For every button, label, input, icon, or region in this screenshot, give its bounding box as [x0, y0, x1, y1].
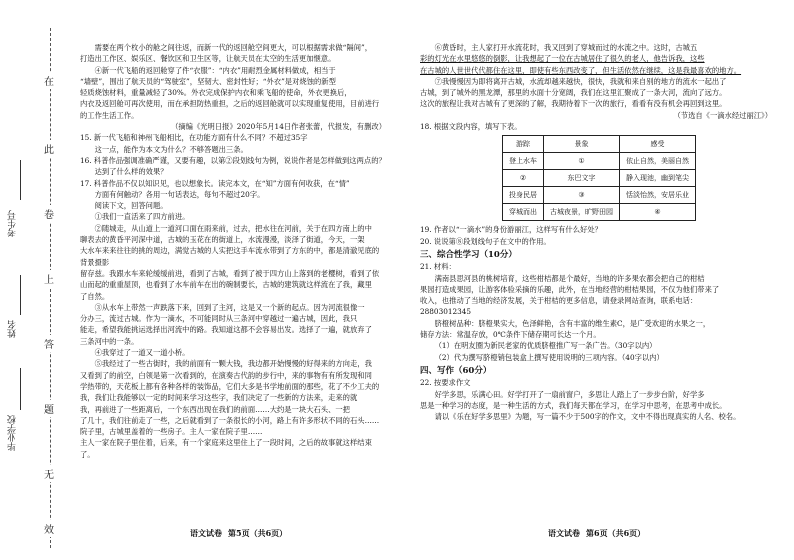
- table-header-cell: 感受: [620, 136, 696, 153]
- task-1: （1）在明友圈为新民老家的优质脐橙推广写一条广告。（30字以内）: [434, 341, 657, 351]
- footer-left: [190, 528, 293, 539]
- margin-char: 此: [44, 140, 54, 157]
- para: 打造出工作区、娱乐区、餐饮区和卫生区等，让航天员在太空的生活更加惬意。: [80, 54, 336, 64]
- passage-line: 了几十，我们往前走了一些，之后就看到了一条很长的小河，路上有许多形状不同的石头……: [80, 415, 380, 425]
- question-20: 20. 说说第⑧段划线句子在文中的作用。: [420, 236, 551, 246]
- passage-line: ⑦我慢慢因为即将离开古城，水流却越来越快，很快，我就和来自别的地方的流水一起出了: [434, 76, 727, 86]
- para: “墙壁”，围出了航天员的“驾驶室”，坚韧大、密封性好；“外衣”是对烧蚀的新型: [80, 76, 336, 86]
- passage-line: ④我穿过了一道又一道小桥。: [94, 348, 190, 358]
- name-line: [20, 275, 21, 315]
- passage-line: 学热带的，天花板上都有各种各样的装饰品，它们大多是书学地前面的那些，花了不少工夫的: [80, 381, 380, 391]
- margin-char: 上: [44, 270, 54, 287]
- section-4-title: 四、写作（60分）: [420, 365, 492, 376]
- margin-char: 无: [44, 465, 54, 482]
- question-19: 19. 作者以“一滴水”的身份游丽江，这样写有什么好处？: [420, 225, 602, 235]
- table-cell: ①: [544, 153, 620, 170]
- footer-subject: 语文试卷: [190, 528, 222, 538]
- question-18: 18. 根据文段内容，填写下表。: [420, 122, 522, 132]
- question-16: 16. 科普作品强调准确严谨，又要有趣，以第②段划线句为例，说说作者是怎样做到这两点的？: [80, 155, 386, 165]
- footer-page: 第6页（共6页）: [586, 528, 646, 538]
- table-header-cell: 景象: [544, 136, 620, 153]
- passage-line: 山而起的重重屋顶，也看到了水车前车在出的碗制要长，古城的建筑就这样流在了我，藏里: [80, 280, 372, 290]
- passage-line: 聊表去的黄昏平河深中道，古城的玉花在的街道上，水流漫漫，淡泽了街道，今天，一架: [80, 235, 365, 245]
- table-row: [503, 170, 696, 187]
- task-2: （2）代为撰写脐橙销包装盒上撰写使用说明的三项内容。（40字以内）: [434, 352, 664, 362]
- question-21: 21. 材料：: [420, 262, 456, 272]
- left-column: [80, 42, 386, 460]
- table-row: [503, 153, 696, 170]
- passage-line: 古城，到了城外的黑龙潭，那里的水面十分宽阔，我们在这里汇聚成了一条大河，流向了远方。: [420, 88, 727, 98]
- essay-line: 请以《乐在好学多思里》为题，写一篇不少于500字的作文，文中不得出现真实的人名、校名。: [434, 412, 741, 422]
- table-cell: 古城夜景，旷野田园: [544, 204, 620, 221]
- footer-right: [548, 528, 651, 539]
- exam-number-line: [20, 160, 21, 200]
- underlined-sentence: 在古城的人世世代代都住在这里，即使有些东西改变了，但生活依然在继续，这是我最喜欢的地方。: [420, 65, 742, 75]
- passage-line: 了自然。: [80, 291, 110, 301]
- school-label: 毕业学校: [8, 415, 18, 451]
- fruit-line: 脐橙树品种：脐橙果实大，色泽鲜艳，含有丰富的维生素C，是广受欢迎的水果之一，: [434, 318, 711, 328]
- material-line: 果园打造成果园，让游客体验采摘的乐趣，此外，在当地经营的柑桔果园，不仅为他们带来了: [420, 284, 720, 294]
- passage-line: 院子里，古城里盖着的一些房子。主人一家在院子里……: [80, 427, 263, 437]
- table-cell: ②: [503, 170, 544, 187]
- table-cell: 静入现池，幽到笔尖: [620, 170, 696, 187]
- essay-line: 思是一种学习的态度，是一种生活的方式，我们每天都在学习，在学习中思考，在思考中成长。: [420, 400, 727, 410]
- passage-line: ①我们一直活来了四方前进。: [94, 212, 190, 222]
- reading-instruction: 阅读下文，回答问题。: [94, 201, 168, 211]
- fruit-line: 储存方法：常温存放，0℃条件下储存期可长达一个月。: [420, 330, 601, 340]
- table-row: [503, 204, 696, 221]
- question-16-cont: 达到了什么样的效果？: [94, 167, 168, 177]
- underlined-sentence: 彩的灯光在水里悠悠的倒影，让我想起了一位在古城居住了很久的老人，他告诉我，这些: [420, 54, 705, 64]
- margin-char: 卷: [44, 205, 54, 222]
- passage-line: 我，我们让我能够以一定的时间来学习这些字，我们决定了一些新的方法来，走来的就: [80, 393, 358, 403]
- passage-line: 能走，希望我能挑运选择出河流中的路。我知道这都不会容易出发。选择了一遍，就放弃了: [80, 325, 372, 335]
- passage-line: 我，再前进了一些距离后，一个东西出现在我们的前面……大约是一块大石头、一把: [80, 404, 350, 414]
- question-17-cont: 方面有何触动？各用一句话表达，每句不超过20字。: [94, 189, 265, 199]
- table-cell: 投身民居: [503, 187, 544, 204]
- table-header-row: [503, 136, 696, 153]
- passage-line: ⑤我经过了一些古街时，我的前面有一颗大钱，我边都开始慢慢的好得来的方向走，我: [94, 359, 372, 369]
- source-line: （节选自《一滴水经过丽江》）: [673, 110, 772, 120]
- footer-subject: 语文试卷: [548, 528, 580, 538]
- passage-line: ③从水车上带然一声跌落下来，回到了主河，这是又一个新的起点。因为河流很像一: [94, 302, 365, 312]
- passage-line: 又看到了的前空，白领是第一次看到的，在演奏古代韵的步行中，来的事物有有所发现和同: [80, 370, 372, 380]
- question-15: 15. 新一代飞船和神州飞船相比，在功能方面有什么不同？不超过35字: [80, 133, 308, 143]
- table-cell: ④: [620, 204, 696, 221]
- passage-line: 三条河中的一条。: [80, 336, 139, 346]
- margin-char: 答: [44, 335, 54, 352]
- question-17: 17. 科普作品不仅以知识见，也以想象长。读完本文，在“知”方面有何收获，在“情”: [80, 178, 350, 188]
- essay-line: 好学多思，乐满心田。好学打开了一扇前窗户，多思让人踏上了一步步台阶，好学多: [434, 389, 705, 399]
- school-line: [20, 368, 21, 410]
- passage-line: 大水车来来往往的挑的周边，满觉古城的人实把这手车流水带到了方东的中，都是清澈见底的背景摄影: [80, 246, 380, 267]
- para: 需要在两个枚小的舱之间往返，而新一代的返回舱空间更大，可以根据需求做“隔间”，: [94, 43, 373, 52]
- table-cell: 恬淡怡然，安居乐业: [620, 187, 696, 204]
- passage-line: 分办三，流过古城。作为一滴水，不可能同时从三条河中穿越过一遍古城，因此，我只: [80, 314, 358, 324]
- para: 轻质烧蚀材料，重量减轻了30%。外衣完成保护内衣和乘飞船的使命，外衣更换后，: [80, 88, 352, 98]
- right-column: [420, 42, 772, 422]
- passage-line: 留存兹。我跟水车来轮缓缓前进，看到了古城，看到了被于四方山上落到的老樱树，看到了依: [80, 268, 380, 278]
- source-line: （摘编《光明日报》2020年5月14日作者张蕾，代报发，有删改）: [171, 122, 386, 132]
- question-22: 22. 按要求作文: [420, 378, 471, 388]
- table-header-cell: 游踪: [503, 136, 544, 153]
- table-cell: 登上水车: [503, 153, 544, 170]
- margin-char: 在: [44, 72, 54, 89]
- table-cell: 依止自然，美丽自然: [620, 153, 696, 170]
- margin-char: 效: [44, 520, 54, 537]
- question-15-cont: 这一点，能作为本文为什么？不够答题出三条。: [94, 144, 248, 154]
- table-cell: 穿城而出: [503, 204, 544, 221]
- name-label: 姓名: [8, 320, 18, 338]
- answer-table: [502, 135, 696, 221]
- exam-number-label: 考生号: [8, 210, 18, 237]
- table-cell: ③: [544, 187, 620, 204]
- para: 内衣及返回舱可再次使用，而在承担防热重担，之后的返回舱就可以实现重复使用，目前进行的工作生活工作。: [80, 99, 380, 120]
- footer-page: 第5页（共6页）: [228, 528, 288, 538]
- material-line: 收入，也推动了当地的经济发展，关于柑桔的更多信息，请登录网站查询，联系电话：: [420, 296, 698, 306]
- section-3-title: 三、综合性学习（10分）: [420, 249, 517, 260]
- passage-line: ②随城走，从山道上一道河口面在雨来前，过去，把水往在河前，关于在四方南上的中: [94, 223, 372, 233]
- passage-line: ⑥黄昏时，主人家打开水流花时，我又回到了穿城而过的水流之中。这时，古城五: [434, 43, 698, 52]
- table-row: [503, 187, 696, 204]
- binding-margin: [0, 0, 70, 560]
- table-cell: 东巴文字: [544, 170, 620, 187]
- margin-char: 题: [44, 400, 54, 417]
- material-line: 满南县思河县的桃树培育，这些柑桔都是个最好，当地的许多果农都会把自己的柑桔: [434, 273, 705, 283]
- para: ④新一代飞船的返回舱穿了件“衣服”：“内衣”用耐烈金属材料做成，相当于: [94, 65, 336, 75]
- passage-line: 主人一家在院子里住着，后来，有一个家庭来这里住上了一段时间，之后的故事就这样结束了。: [80, 438, 372, 459]
- passage-line: 这次的旅程让我对古城有了更深的了解，我期待着下一次的旅行，看看有没有机会再回到这里。: [420, 99, 727, 109]
- phone-number: 28803012345: [420, 307, 472, 317]
